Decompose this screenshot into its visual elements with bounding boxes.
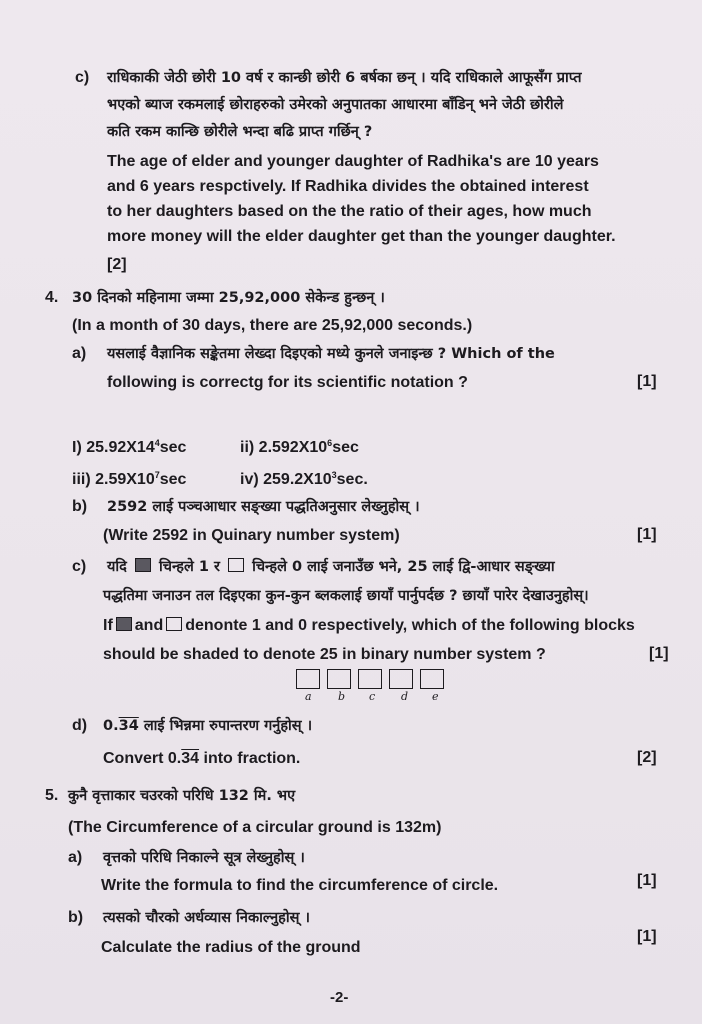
q4-nepali-title: 30 दिनको महिनामा जम्मा 25,92,000 सेकेन्ड हुन्छन् ।	[72, 290, 385, 306]
page-number: -2-	[330, 989, 349, 1006]
q3c-english-line-4: more money will the elder daughter get than the younger daughter.	[107, 228, 616, 245]
q3c-english-line-1: The age of elder and younger daughter of Radhika's are 10 years	[107, 153, 599, 170]
q5a-english: Write the formula to find the circumference of circle.	[101, 877, 499, 894]
q4d-english: Convert 0.34 into fraction.	[103, 750, 301, 767]
q4a-marks: [1]	[637, 373, 657, 390]
q3c-label: c)	[75, 69, 90, 86]
binary-block-label-a: a	[305, 690, 312, 703]
empty-square-icon	[228, 558, 244, 572]
binary-block-label-b: b	[338, 690, 346, 703]
q4a-option-3: iii) $2.59X10^7\sec$	[72, 470, 187, 488]
q4a-question-line-1: यसलाई वैज्ञानिक सङ्केतमा लेख्दा दिइएको मध्ये कुनले जनाइन्छ ? Which of the	[107, 346, 555, 362]
q5b-label: b)	[68, 909, 84, 926]
q3c-marks: [2]	[107, 256, 127, 273]
q3c-nepali-line-3: कति रकम कान्छि छोरीले भन्दा बढि प्राप्त गर्छिन् ?	[107, 124, 373, 140]
q4c-nepali-line-1: यदि चिन्हले 1 र चिन्हले 0 लाई जनाउँछ भने, 25 लाई द्वि-आधार सङ्ख्या	[107, 559, 555, 575]
q5-number: 5.	[45, 787, 59, 804]
q4-english-title: (In a month of 30 days, there are 25,92,000 seconds.)	[72, 317, 473, 334]
q4a-label: a)	[72, 345, 87, 362]
q4a-option-1: I) $25.92X14^4\sec$	[72, 438, 187, 456]
binary-block-e[interactable]	[420, 669, 444, 689]
binary-block-d[interactable]	[389, 669, 413, 689]
q4c-english-line-1: If and denonte 1 and 0 respectively, which of the following blocks	[103, 617, 635, 634]
empty-square-icon	[166, 617, 182, 631]
binary-block-c[interactable]	[358, 669, 382, 689]
binary-block-a[interactable]	[296, 669, 320, 689]
q4-number: 4.	[45, 289, 59, 306]
q3c-english-line-2: and 6 years respctively. If Radhika divides the obtained interest	[107, 178, 589, 195]
q5a-nepali: वृत्तको परिधि निकाल्ने सूत्र लेख्नुहोस् ।	[103, 850, 305, 866]
q4b-marks: [1]	[637, 526, 657, 543]
q4c-label: c)	[72, 558, 87, 575]
q4d-marks: [2]	[637, 749, 657, 766]
q4b-nepali: 2592 लाई पञ्चआधार सङ्ख्या पद्धतिअनुसार लेख्नुहोस् ।	[107, 499, 420, 515]
q4a-option-4: iv) $259.2X10^3\sec$.	[240, 470, 368, 488]
binary-block-label-e: e	[432, 690, 439, 703]
q4c-nepali-line-2: पद्धतिमा जनाउन तल दिइएका कुन-कुन ब्लकलाई छायाँ पार्नुपर्दछ ? छायाँ पारेर देखाउनुहोस्।	[103, 588, 589, 604]
q3c-nepali-line-2: भएको ब्याज रकमलाई छोराहरुको उमेरको अनुपातका आधारमा बाँडिन् भने जेठी छोरीले	[107, 97, 564, 113]
shaded-square-icon	[116, 617, 132, 631]
q5a-label: a)	[68, 849, 83, 866]
q5b-marks: [1]	[637, 928, 657, 945]
q4b-english: (Write 2592 in Quinary number system)	[103, 527, 400, 544]
q4a-option-2: ii) $2.592X10^6\sec$	[240, 438, 359, 456]
q5b-nepali: त्यसको चौरको अर्धव्यास निकाल्नुहोस् ।	[103, 910, 310, 926]
q5b-english: Calculate the radius of the ground	[101, 939, 361, 956]
q5-english-title: (The Circumference of a circular ground is 132m)	[68, 819, 442, 836]
q4c-marks: [1]	[649, 645, 669, 662]
binary-block-label-c: c	[369, 690, 376, 703]
binary-block-label-d: d	[401, 690, 409, 703]
q5-nepali-title: कुनै वृत्ताकार चउरको परिधि 132 मि. भए	[68, 788, 296, 804]
q5a-marks: [1]	[637, 872, 657, 889]
q4d-nepali: 0.34 लाई भिन्नमा रुपान्तरण गर्नुहोस् ।	[103, 718, 313, 734]
q4d-label: d)	[72, 717, 88, 734]
q3c-nepali-line-1: राधिकाकी जेठी छोरी 10 वर्ष र कान्छी छोरी 6 बर्षका छन् । यदि राधिकाले आफूसँग प्राप्त	[107, 70, 582, 86]
shaded-square-icon	[135, 558, 151, 572]
binary-block-b[interactable]	[327, 669, 351, 689]
q3c-english-line-3: to her daughters based on the the ratio of their ages, how much	[107, 203, 592, 220]
q4c-english-line-2: should be shaded to denote 25 in binary number system ?	[103, 646, 546, 663]
q4b-label: b)	[72, 498, 88, 515]
q4a-question-line-2: following is correctg for its scientific notation ?	[107, 374, 468, 391]
